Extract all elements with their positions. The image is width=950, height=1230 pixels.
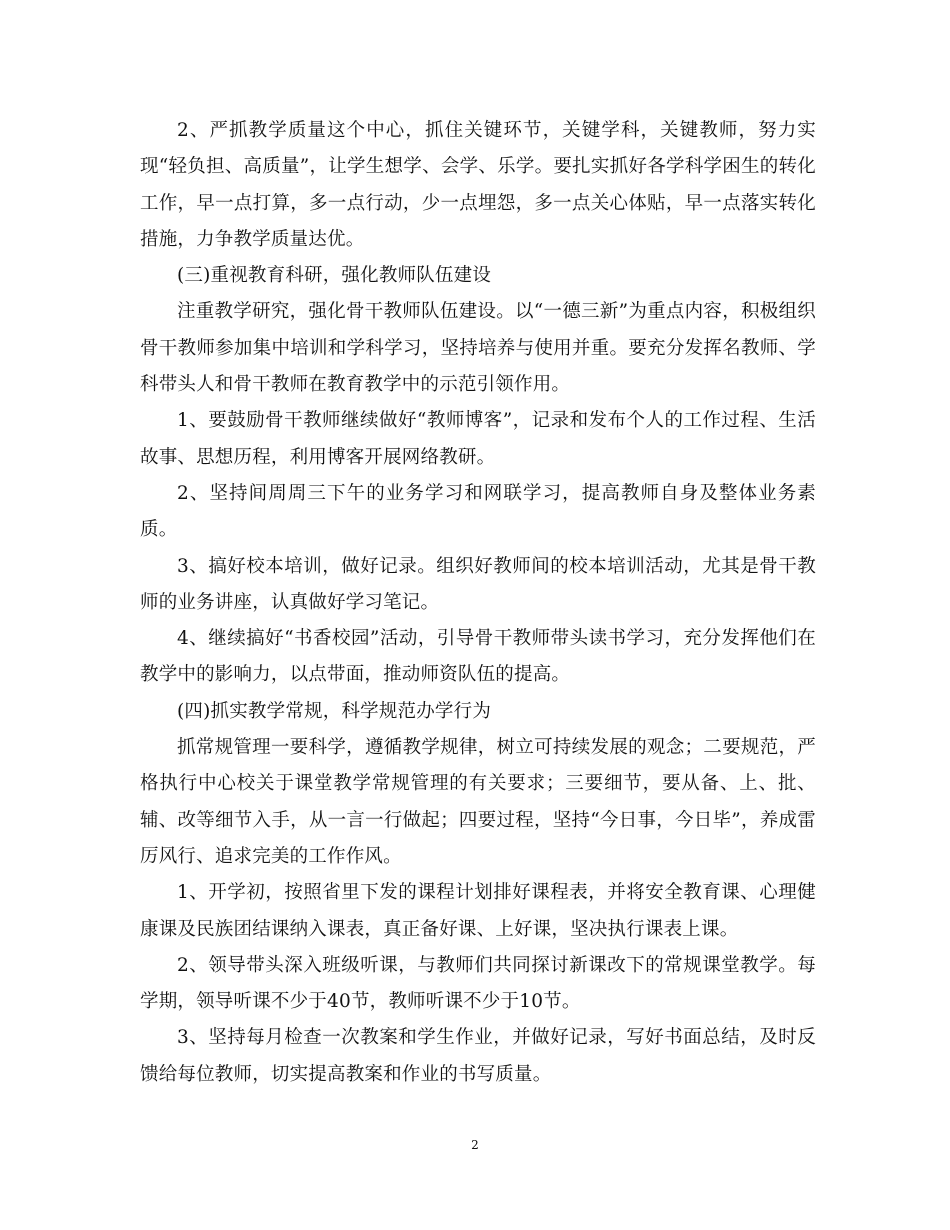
paragraph: 3、坚持每月检查一次教案和学生作业，并做好记录，写好书面总结，及时反馈给每位教师，切实提高教案和作业的书写质量。 (140, 1027, 816, 1085)
document-body (140, 113, 816, 1093)
paragraph: 1、开学初，按照省里下发的课程计划排好课程表，并将安全教育课、心理健康课及民族团结课纳入课表，真正备好课、上好课，坚决执行课表上课。 (140, 882, 816, 940)
paragraph: 2、严抓教学质量这个中心，抓住关键环节，关键学科，关键教师，努力实现“轻负担、高质量”，让学生想学、会学、乐学。要扎实抓好各学科学困生的转化工作，早一点打算，多一点行动，少一点埋怨，多一点关心体贴，早一点落实转化措施，力争教学质量达优。 (140, 120, 816, 250)
paragraph: 2、坚持间周周三下午的业务学习和网联学习，提高教师自身及整体业务素质。 (140, 482, 816, 541)
page-number: 2 (471, 1138, 479, 1152)
paragraph: 注重教学研究，强化骨干教师队伍建设。以“一德三新”为重点内容，积极组织骨干教师参加集中培训和学科学习，坚持培养与使用并重。要充分发挥名教师、学科带头人和骨干教师在教育教学中的示范引领作用。 (140, 301, 816, 396)
section-heading: (三)重视教育科研，强化教师队伍建设 (177, 265, 492, 287)
section-heading: (四)抓实教学常规，科学规范办学行为 (177, 700, 492, 722)
paragraph: 2、领导带头深入班级听课，与教师们共同探讨新课改下的常规课堂教学。每学期，领导听课不少于40节，教师听课不少于10节。 (140, 954, 816, 1013)
paragraph: 4、继续搞好“书香校园”活动，引导骨干教师带头读书学习，充分发挥他们在教学中的影响力，以点带面，推动师资队伍的提高。 (140, 628, 816, 686)
paragraph: 1、要鼓励骨干教师继续做好“教师博客”，记录和发布个人的工作过程、生活故事、思想历程，利用博客开展网络教研。 (140, 410, 816, 468)
paragraph: 3、搞好校本培训，做好记录。组织好教师间的校本培训活动，尤其是骨干教师的业务讲座，认真做好学习笔记。 (140, 555, 816, 613)
paragraph: 抓常规管理一要科学，遵循教学规律，树立可持续发展的观念；二要规范，严格执行中心校关于课堂教学常规管理的有关要求；三要细节，要从备、上、批、辅、改等细节入手，从一言一行做起；四要过程，坚持“今日事，今日毕”，养成雷厉风行、追求完美的工作作风。 (140, 737, 816, 867)
